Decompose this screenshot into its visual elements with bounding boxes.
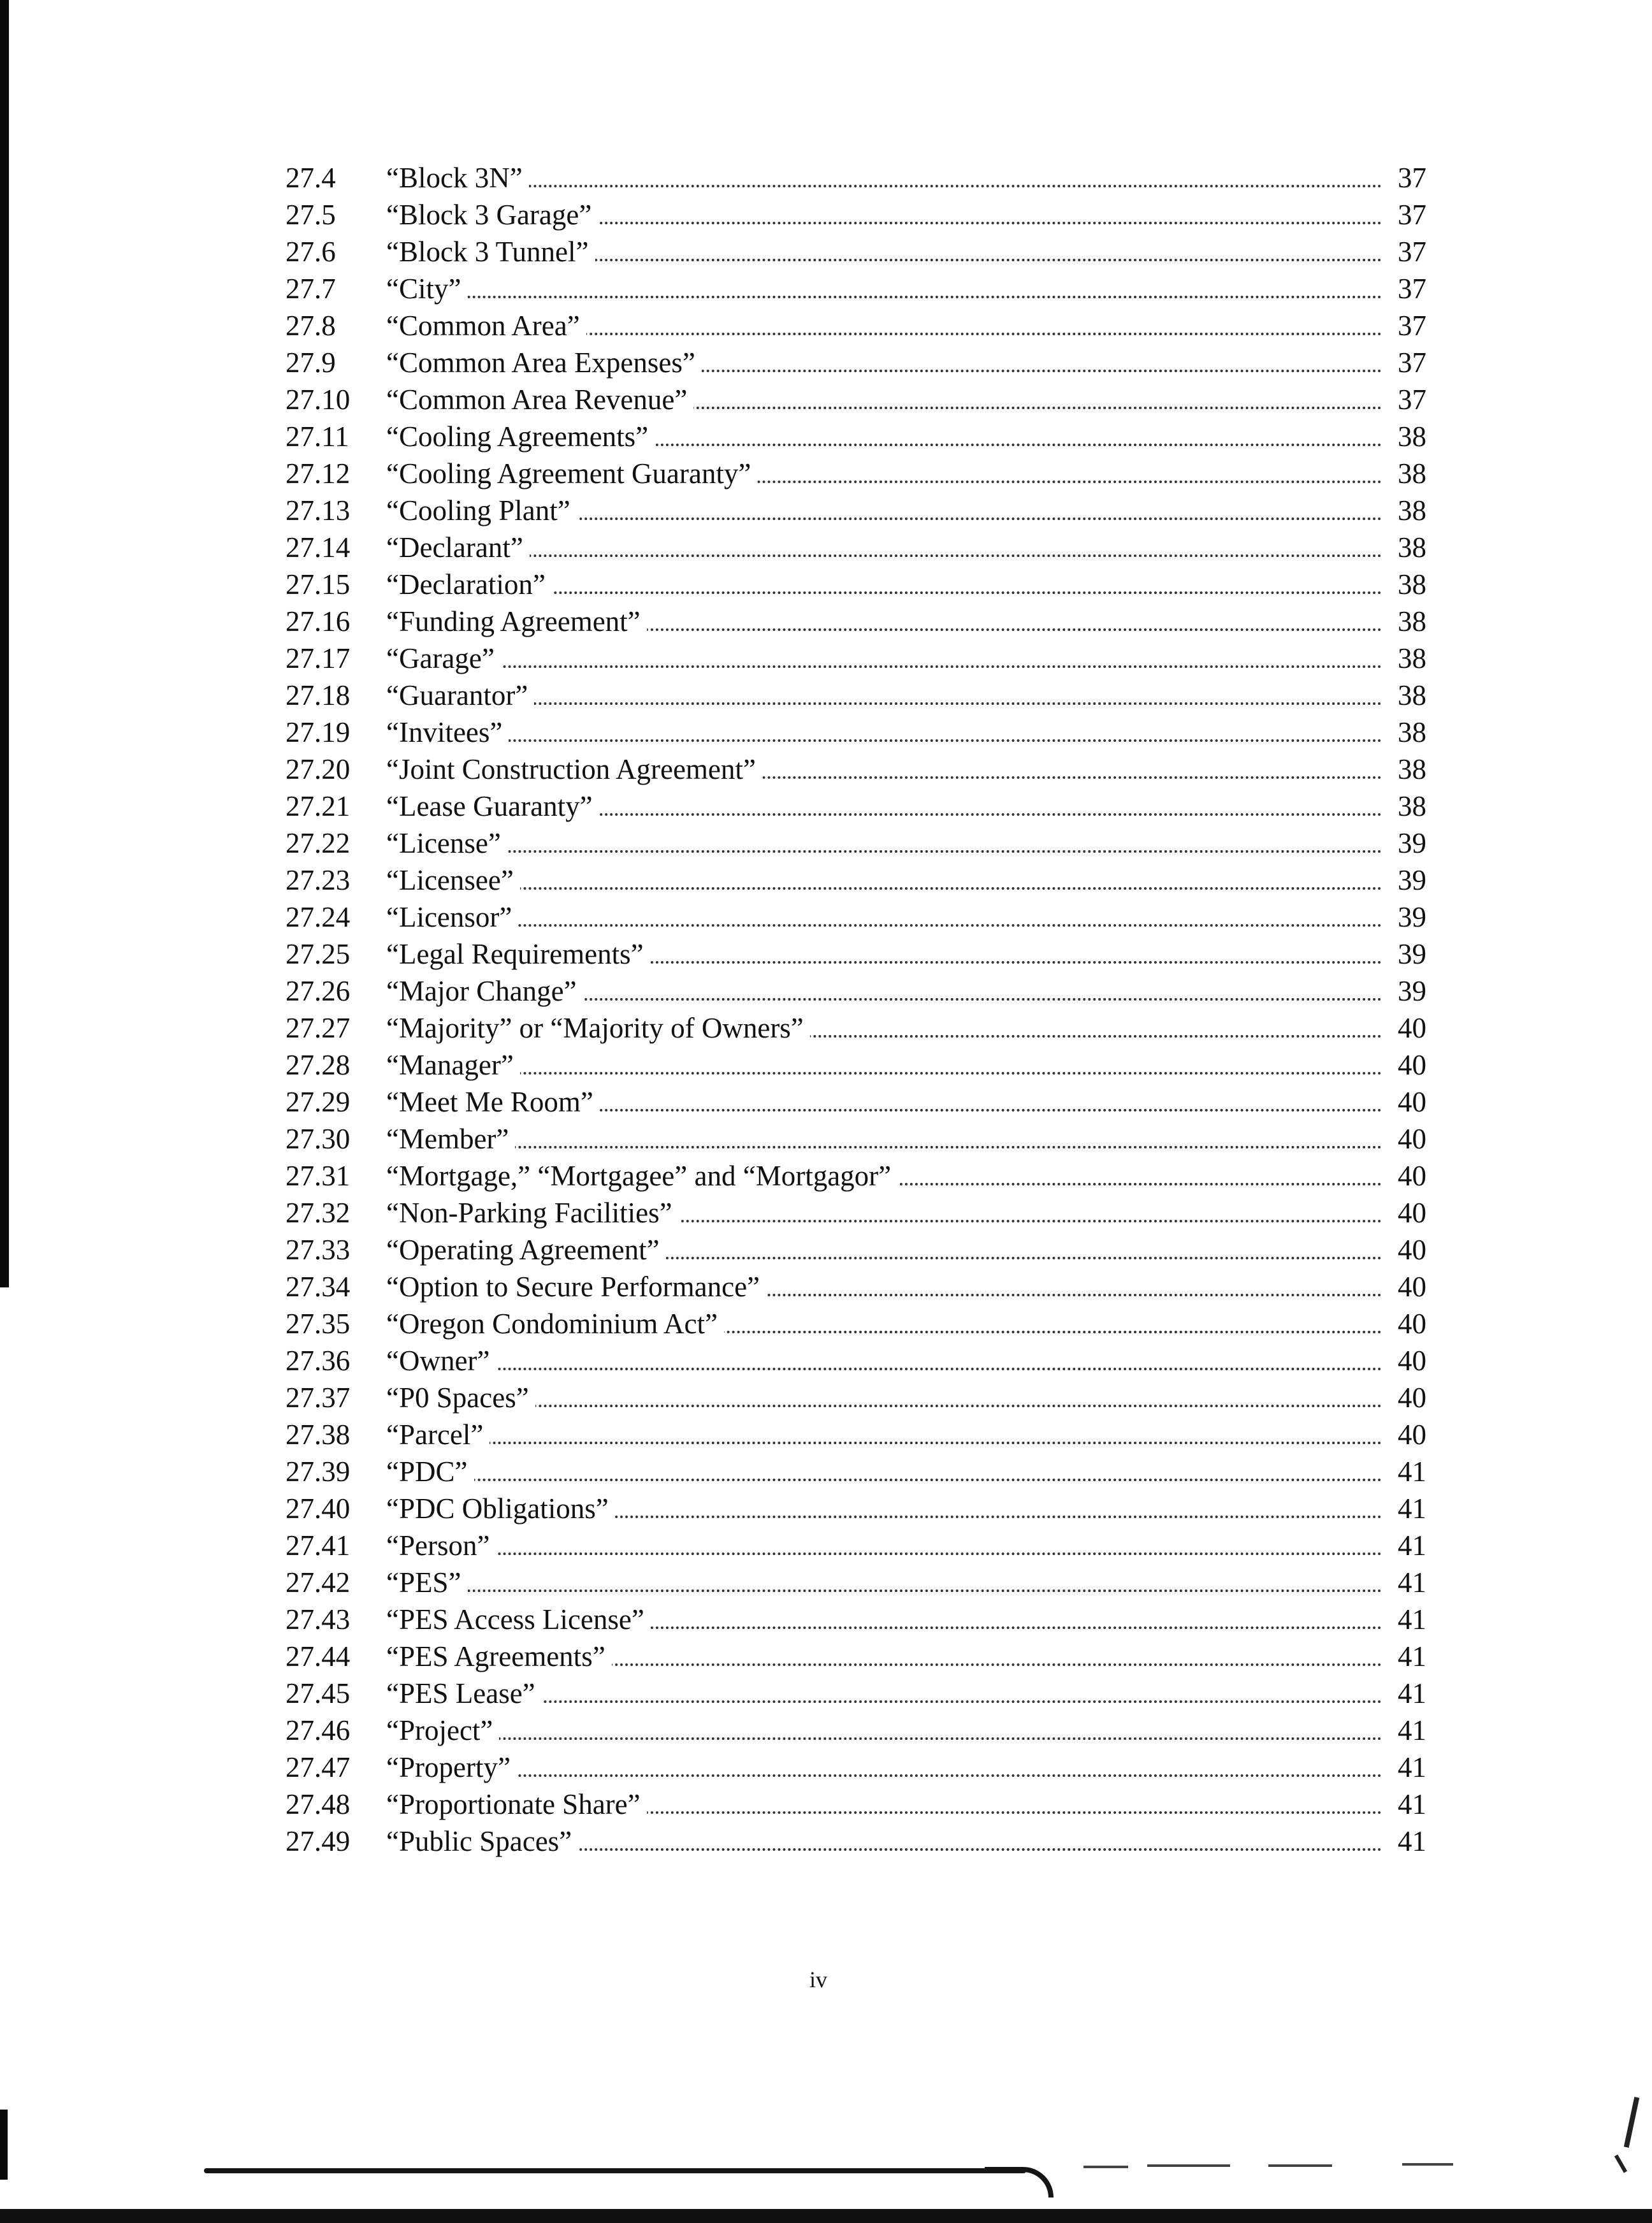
scan-artifact-line (204, 2168, 1026, 2173)
toc-entry (286, 825, 1426, 862)
toc-dot-leader (386, 850, 1382, 853)
toc-entry-title: “Cooling Agreements” (386, 421, 655, 453)
toc-entry-title-wrap (386, 1083, 1426, 1120)
toc-dot-leader (386, 739, 1382, 742)
toc-entry-title-wrap (386, 714, 1426, 751)
toc-entry-title-wrap (386, 1712, 1426, 1749)
toc-entry-title: “P0 Spaces” (386, 1382, 535, 1414)
toc-entry-title: “Proportionate Share” (386, 1788, 647, 1820)
toc-entry-page: 40 (1388, 1268, 1426, 1305)
toc-entry-page: 41 (1388, 1712, 1426, 1749)
toc-entry-title-wrap (386, 751, 1426, 788)
toc-entry-title: “Meet Me Room” (386, 1086, 600, 1118)
scan-artifact-dash (1147, 2164, 1230, 2167)
toc-entry-title: “Person” (386, 1530, 496, 1561)
toc-entry-title-wrap (386, 640, 1426, 677)
toc-entry-page: 40 (1388, 1379, 1426, 1416)
toc-entry-number: 27.22 (286, 827, 351, 859)
toc-entry (286, 936, 1426, 973)
toc-entry-page: 41 (1388, 1490, 1426, 1527)
toc-entry-page: 40 (1388, 1157, 1426, 1194)
toc-dot-leader (386, 1405, 1382, 1407)
toc-entry-number: 27.8 (286, 310, 336, 342)
toc-entry-number: 27.6 (286, 236, 336, 268)
toc-entry-number: 27.20 (286, 753, 351, 785)
toc-entry-title-wrap (386, 1823, 1426, 1860)
toc-entry (286, 566, 1426, 603)
toc-dot-leader (386, 1368, 1382, 1370)
toc-entry-page: 37 (1388, 159, 1426, 196)
toc-entry-number: 27.47 (286, 1751, 351, 1783)
toc-entry (286, 751, 1426, 788)
toc-entry (286, 233, 1426, 270)
scan-artifact-dash (1083, 2166, 1128, 2168)
toc-entry-title-wrap (386, 1416, 1426, 1453)
toc-entry-number: 27.28 (286, 1049, 351, 1081)
toc-entry (286, 1823, 1426, 1860)
toc-dot-leader (386, 554, 1382, 557)
table-of-contents (286, 159, 1426, 1860)
toc-entry (286, 677, 1426, 714)
toc-entry-title: “Invitees” (386, 716, 509, 748)
toc-entry-page: 37 (1388, 307, 1426, 344)
toc-entry-title-wrap (386, 899, 1426, 936)
toc-entry-title-wrap (386, 344, 1426, 381)
toc-entry-title-wrap (386, 1527, 1426, 1564)
toc-entry-number: 27.48 (286, 1788, 351, 1820)
toc-entry-title: “Cooling Agreement Guaranty” (386, 458, 757, 489)
toc-entry (286, 1268, 1426, 1305)
toc-entry-page: 37 (1388, 381, 1426, 418)
toc-entry-page: 40 (1388, 1342, 1426, 1379)
toc-entry-title-wrap (386, 1120, 1426, 1157)
toc-entry-title-wrap (386, 677, 1426, 714)
toc-entry-page: 41 (1388, 1823, 1426, 1860)
toc-entry (286, 1083, 1426, 1120)
toc-entry-title-wrap (386, 566, 1426, 603)
toc-dot-leader (386, 1442, 1382, 1444)
toc-entry (286, 381, 1426, 418)
toc-entry-page: 40 (1388, 1231, 1426, 1268)
toc-entry (286, 1231, 1426, 1268)
toc-entry-title: “Major Change” (386, 975, 583, 1007)
toc-entry-title: “Non-Parking Facilities” (386, 1197, 679, 1229)
toc-entry-number: 27.41 (286, 1530, 351, 1561)
toc-entry (286, 1046, 1426, 1083)
toc-entry-title-wrap (386, 1157, 1426, 1194)
toc-entry-title: “Declaration” (386, 568, 552, 600)
toc-entry (286, 270, 1426, 307)
toc-entry-page: 41 (1388, 1675, 1426, 1712)
toc-entry (286, 1157, 1426, 1194)
toc-entry-number: 27.4 (286, 162, 336, 194)
toc-entry-number: 27.24 (286, 901, 351, 933)
toc-entry-title-wrap (386, 825, 1426, 862)
toc-dot-leader (386, 702, 1382, 705)
toc-entry-title: “Common Area” (386, 310, 586, 342)
toc-entry-title: “Funding Agreement” (386, 605, 647, 637)
toc-entry (286, 973, 1426, 1010)
toc-entry-title-wrap (386, 492, 1426, 529)
toc-entry-title-wrap (386, 973, 1426, 1010)
toc-entry-title-wrap (386, 1564, 1426, 1601)
toc-entry-number: 27.26 (286, 975, 351, 1007)
toc-entry (286, 1749, 1426, 1786)
toc-entry-title: “Cooling Plant” (386, 495, 577, 526)
toc-entry (286, 788, 1426, 825)
toc-entry-number: 27.37 (286, 1382, 351, 1414)
toc-dot-leader (386, 1589, 1382, 1592)
toc-dot-leader (386, 1479, 1382, 1481)
toc-entry (286, 1194, 1426, 1231)
toc-entry-number: 27.12 (286, 458, 351, 489)
toc-entry (286, 1416, 1426, 1453)
toc-entry (286, 455, 1426, 492)
toc-entry-title: “License” (386, 827, 507, 859)
toc-entry (286, 1638, 1426, 1675)
toc-entry-page: 41 (1388, 1749, 1426, 1786)
toc-entry-number: 27.34 (286, 1271, 351, 1303)
toc-entry-title-wrap (386, 1786, 1426, 1823)
toc-entry-title: “Legal Requirements” (386, 938, 650, 970)
toc-entry-title: “Project” (386, 1714, 499, 1746)
toc-entry-title: “Block 3 Garage” (386, 199, 598, 231)
scan-artifact-dash (1268, 2164, 1332, 2167)
toc-entry-title: “PES Agreements” (386, 1640, 612, 1672)
toc-entry-title-wrap (386, 1601, 1426, 1638)
toc-entry-number: 27.36 (286, 1345, 351, 1377)
toc-entry (286, 1342, 1426, 1379)
toc-entry-title-wrap (386, 788, 1426, 825)
toc-entry-title: “PDC” (386, 1456, 474, 1488)
toc-entry (286, 418, 1426, 455)
toc-entry-number: 27.33 (286, 1234, 351, 1266)
toc-entry-page: 38 (1388, 455, 1426, 492)
toc-entry (286, 529, 1426, 566)
toc-entry-title-wrap (386, 862, 1426, 899)
scan-artifact-dash (1402, 2163, 1453, 2166)
toc-entry-title-wrap (386, 307, 1426, 344)
scan-edge-left-lower (0, 2110, 8, 2180)
toc-entry-title: “Property” (386, 1751, 517, 1783)
toc-entry-page: 38 (1388, 566, 1426, 603)
toc-entry-title-wrap (386, 381, 1426, 418)
toc-entry-title-wrap (386, 1453, 1426, 1490)
toc-entry-page: 40 (1388, 1416, 1426, 1453)
toc-entry-title: “PDC Obligations” (386, 1493, 615, 1524)
toc-dot-leader (386, 296, 1382, 298)
toc-entry-page: 39 (1388, 825, 1426, 862)
toc-entry (286, 1453, 1426, 1490)
toc-entry-page: 38 (1388, 677, 1426, 714)
toc-entry-number: 27.29 (286, 1086, 351, 1118)
toc-entry-title: “Owner” (386, 1345, 496, 1377)
toc-entry-number: 27.30 (286, 1123, 351, 1155)
scan-artifact-mark (1614, 2155, 1627, 2173)
toc-entry-number: 27.23 (286, 864, 351, 896)
toc-entry (286, 1564, 1426, 1601)
toc-entry-page: 38 (1388, 603, 1426, 640)
toc-entry-title-wrap (386, 936, 1426, 973)
toc-entry-title: “Manager” (386, 1049, 520, 1081)
toc-entry-title: “PES” (386, 1567, 468, 1598)
toc-entry-title-wrap (386, 159, 1426, 196)
toc-entry-number: 27.7 (286, 273, 336, 305)
toc-dot-leader (386, 924, 1382, 927)
toc-entry-page: 39 (1388, 899, 1426, 936)
toc-entry-page: 40 (1388, 1120, 1426, 1157)
toc-entry-title-wrap (386, 418, 1426, 455)
toc-entry-number: 27.16 (286, 605, 351, 637)
toc-entry (286, 1675, 1426, 1712)
toc-entry (286, 714, 1426, 751)
toc-entry (286, 1379, 1426, 1416)
toc-entry-title-wrap (386, 1675, 1426, 1712)
toc-entry-title: “PES Access License” (386, 1604, 651, 1635)
toc-entry-number: 27.9 (286, 347, 336, 379)
scan-artifact-bottom-band (0, 2209, 1652, 2223)
toc-entry (286, 1527, 1426, 1564)
toc-dot-leader (386, 1146, 1382, 1148)
toc-entry-title: “Common Area Expenses” (386, 347, 702, 379)
toc-entry-title: “Joint Construction Agreement” (386, 753, 762, 785)
scan-artifact-curl (985, 2167, 1054, 2198)
toc-entry-page: 38 (1388, 788, 1426, 825)
toc-entry-title: “PES Lease” (386, 1677, 542, 1709)
toc-entry-page: 39 (1388, 936, 1426, 973)
toc-entry-page: 40 (1388, 1010, 1426, 1046)
toc-entry-title: “Block 3N” (386, 162, 529, 194)
toc-entry-title-wrap (386, 270, 1426, 307)
toc-entry-number: 27.15 (286, 568, 351, 600)
toc-dot-leader (386, 185, 1382, 187)
toc-entry-number: 27.31 (286, 1160, 351, 1192)
toc-entry-title: “Block 3 Tunnel” (386, 236, 595, 268)
toc-entry-page: 40 (1388, 1194, 1426, 1231)
toc-entry-number: 27.32 (286, 1197, 351, 1229)
toc-entry-title-wrap (386, 233, 1426, 270)
toc-entry (286, 1712, 1426, 1749)
toc-entry-page: 37 (1388, 196, 1426, 233)
toc-entry-page: 41 (1388, 1786, 1426, 1823)
toc-dot-leader (386, 1737, 1382, 1740)
toc-entry-title-wrap (386, 603, 1426, 640)
toc-entry-page: 40 (1388, 1083, 1426, 1120)
toc-entry-title: “Declarant” (386, 532, 530, 563)
toc-entry-page: 40 (1388, 1305, 1426, 1342)
toc-entry-page: 41 (1388, 1564, 1426, 1601)
toc-entry-title-wrap (386, 1305, 1426, 1342)
toc-entry-title: “Member” (386, 1123, 515, 1155)
toc-entry-number: 27.19 (286, 716, 351, 748)
toc-entry-number: 27.35 (286, 1308, 351, 1340)
page-number: iv (809, 1967, 827, 1992)
toc-entry-title: “Oregon Condominium Act” (386, 1308, 724, 1340)
toc-entry (286, 603, 1426, 640)
toc-entry-number: 27.46 (286, 1714, 351, 1746)
toc-entry (286, 862, 1426, 899)
toc-entry-page: 41 (1388, 1601, 1426, 1638)
toc-entry-page: 38 (1388, 751, 1426, 788)
toc-entry-page: 41 (1388, 1527, 1426, 1564)
toc-entry-title: “Parcel” (386, 1419, 489, 1451)
toc-entry (286, 1010, 1426, 1046)
toc-entry (286, 196, 1426, 233)
toc-entry-page: 38 (1388, 492, 1426, 529)
toc-entry-title-wrap (386, 1638, 1426, 1675)
toc-entry-title: “Option to Secure Performance” (386, 1271, 766, 1303)
toc-entry-title-wrap (386, 455, 1426, 492)
toc-entry-page: 38 (1388, 714, 1426, 751)
toc-entry-title: “Guarantor” (386, 679, 534, 711)
toc-entry-page: 41 (1388, 1638, 1426, 1675)
toc-entry-title: “Lease Guaranty” (386, 790, 599, 822)
toc-entry-title: “Operating Agreement” (386, 1234, 666, 1266)
toc-dot-leader (386, 1072, 1382, 1075)
toc-entry-number: 27.11 (286, 421, 349, 453)
toc-entry-title: “City” (386, 273, 467, 305)
toc-entry-title-wrap (386, 1231, 1426, 1268)
toc-entry-title-wrap (386, 529, 1426, 566)
toc-dot-leader (386, 887, 1382, 890)
toc-entry-page: 41 (1388, 1453, 1426, 1490)
toc-entry-title: “Majority” or “Majority of Owners” (386, 1012, 810, 1044)
toc-entry (286, 640, 1426, 677)
toc-entry-page: 37 (1388, 344, 1426, 381)
toc-entry (286, 492, 1426, 529)
scan-artifact-mark (1624, 2097, 1639, 2148)
toc-entry-title-wrap (386, 196, 1426, 233)
toc-entry-page: 38 (1388, 529, 1426, 566)
toc-entry-page: 38 (1388, 640, 1426, 677)
toc-entry-number: 27.40 (286, 1493, 351, 1524)
toc-entry-page: 38 (1388, 418, 1426, 455)
toc-entry (286, 899, 1426, 936)
toc-entry-title-wrap (386, 1749, 1426, 1786)
toc-entry-title: “Mortgage,” “Mortgagee” and “Mortgagor” (386, 1160, 897, 1192)
toc-entry-number: 27.45 (286, 1677, 351, 1709)
toc-dot-leader (386, 1774, 1382, 1777)
toc-entry-title: “Licensor” (386, 901, 518, 933)
toc-entry-number: 27.44 (286, 1640, 351, 1672)
toc-entry-number: 27.13 (286, 495, 351, 526)
toc-entry (286, 1601, 1426, 1638)
toc-entry-title: “Licensee” (386, 864, 520, 896)
scan-edge-left (0, 0, 9, 1287)
toc-entry-number: 27.18 (286, 679, 351, 711)
toc-entry-title-wrap (386, 1046, 1426, 1083)
toc-entry-number: 27.42 (286, 1567, 351, 1598)
toc-entry-number: 27.39 (286, 1456, 351, 1488)
toc-entry-number: 27.43 (286, 1604, 351, 1635)
toc-entry-number: 27.49 (286, 1825, 351, 1857)
toc-entry-title: “Common Area Revenue” (386, 384, 693, 416)
toc-entry-title: “Garage” (386, 642, 501, 674)
toc-entry-number: 27.10 (286, 384, 351, 416)
toc-entry (286, 1305, 1426, 1342)
toc-entry-title-wrap (386, 1379, 1426, 1416)
toc-entry-title-wrap (386, 1490, 1426, 1527)
toc-entry (286, 1490, 1426, 1527)
toc-entry (286, 1786, 1426, 1823)
toc-entry (286, 344, 1426, 381)
toc-dot-leader (386, 1553, 1382, 1555)
toc-entry-page: 39 (1388, 973, 1426, 1010)
toc-entry-title-wrap (386, 1342, 1426, 1379)
toc-entry-page: 37 (1388, 233, 1426, 270)
toc-entry-number: 27.25 (286, 938, 351, 970)
toc-entry-page: 37 (1388, 270, 1426, 307)
toc-entry-title: “Public Spaces” (386, 1825, 578, 1857)
toc-entry (286, 159, 1426, 196)
toc-entry-number: 27.27 (286, 1012, 351, 1044)
toc-entry-title-wrap (386, 1268, 1426, 1305)
toc-entry (286, 1120, 1426, 1157)
toc-entry-page: 40 (1388, 1046, 1426, 1083)
toc-entry-number: 27.38 (286, 1419, 351, 1451)
toc-entry-page: 39 (1388, 862, 1426, 899)
toc-entry-number: 27.21 (286, 790, 351, 822)
toc-entry-title-wrap (386, 1194, 1426, 1231)
toc-entry-number: 27.5 (286, 199, 336, 231)
toc-entry-number: 27.14 (286, 532, 351, 563)
toc-entry-title-wrap (386, 1010, 1426, 1046)
toc-dot-leader (386, 665, 1382, 668)
toc-entry (286, 307, 1426, 344)
toc-entry-number: 27.17 (286, 642, 351, 674)
